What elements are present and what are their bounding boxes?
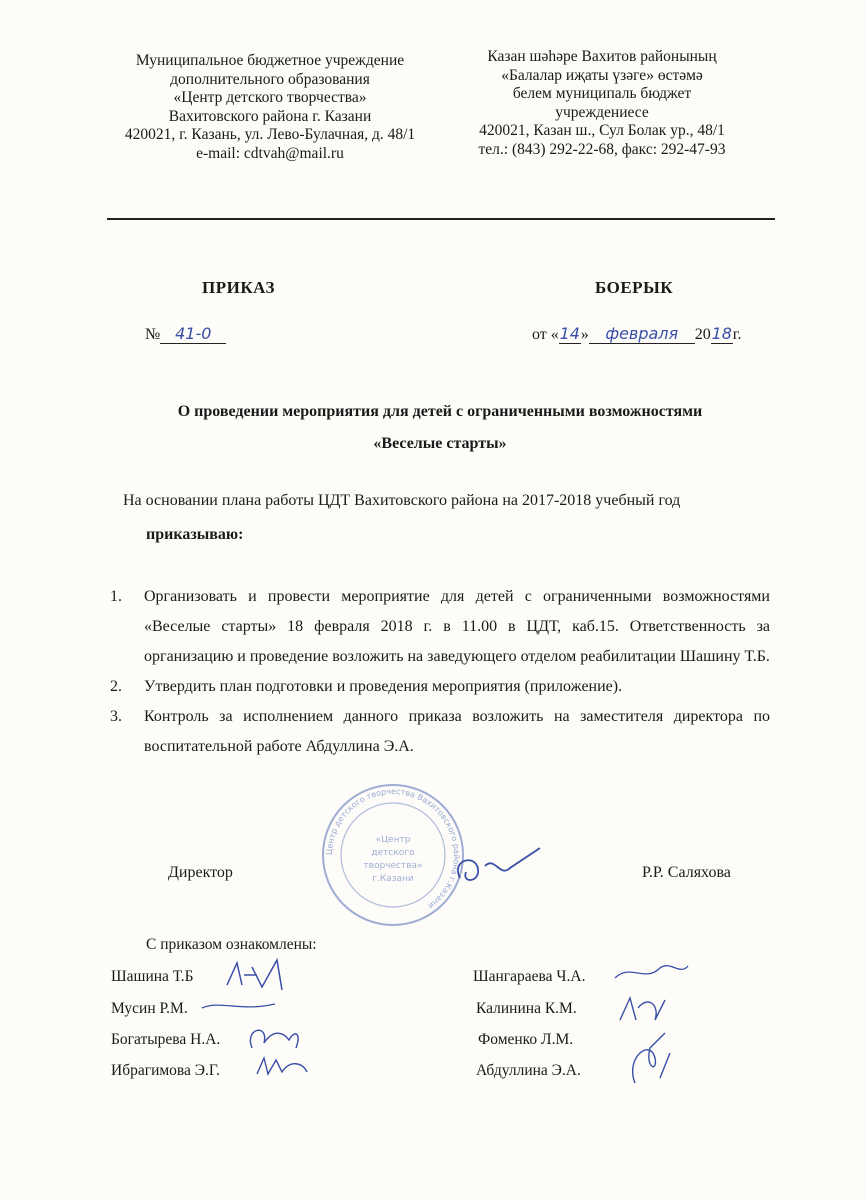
date-prefix: от «	[532, 326, 559, 343]
header-right	[452, 48, 752, 159]
header-left-line: Муниципальное бюджетное учреждение	[135, 52, 405, 69]
acquainted-left-name: Мусин Р.М.	[111, 1000, 188, 1017]
header-left	[100, 52, 440, 163]
date-year-prefix: 20	[694, 326, 711, 343]
basis-text: На основании плана работы ЦДТ Вахитовского района на 2017-2018 учебный год	[123, 492, 681, 509]
signature-ibragimova	[252, 1052, 312, 1082]
order-title-tt: БОЕРЫК	[595, 278, 674, 297]
item-number: 1.	[110, 588, 122, 605]
acquainted-right-name: Калинина К.М.	[476, 1000, 577, 1017]
header-right-line: тел.: (843) 292-22-68, факс: 292-47-93	[478, 140, 726, 158]
header-left-line: «Центр детского творчества»	[173, 89, 367, 106]
header-divider	[107, 218, 775, 220]
header-right-line: Казан шәһәре Вахитов районының	[487, 48, 717, 65]
list-item	[110, 702, 770, 762]
item-number: 2.	[110, 678, 122, 695]
svg-text:детского: детского	[371, 848, 415, 858]
acquainted-heading: С приказом ознакомлены:	[146, 936, 317, 953]
acquainted-right-name: Абдуллина Э.А.	[476, 1062, 581, 1079]
director-name: Р.Р. Саляхова	[642, 864, 731, 881]
item-number: 3.	[110, 708, 122, 725]
signature-abdullina	[620, 1028, 680, 1088]
signature-kalinina	[610, 990, 670, 1030]
date-mid: »	[580, 326, 589, 343]
date-month: февраля	[589, 324, 695, 344]
order-date	[532, 324, 742, 344]
item-text: Утвердить план подготовки и проведения мероприятия (приложение).	[144, 678, 623, 695]
header-right-line: белем муниципаль бюджет	[512, 85, 692, 102]
director-signature-image	[440, 838, 560, 898]
svg-text:творчества»: творчества»	[363, 861, 423, 871]
header-left-line: e-mail: cdtvah@mail.ru	[196, 144, 344, 162]
subject-line-1: О проведении мероприятия для детей с ограниченными возможностями	[177, 403, 703, 420]
svg-text:«Центр: «Центр	[375, 835, 411, 845]
number-value: 41-0	[160, 324, 226, 344]
signature-shashina	[222, 955, 302, 995]
order-word: приказываю:	[146, 526, 244, 543]
list-item	[110, 672, 770, 702]
director-title: Директор	[168, 864, 233, 881]
order-title-ru: ПРИКАЗ	[202, 278, 275, 297]
acquainted-left-name: Ибрагимова Э.Г.	[111, 1062, 220, 1079]
header-left-line: 420021, г. Казань, ул. Лево-Булачная, д. 48/1	[124, 126, 416, 143]
signature-musin	[200, 996, 280, 1016]
order-number	[145, 324, 226, 344]
number-prefix: №	[145, 326, 161, 343]
header-left-line: Вахитовского района г. Казани	[168, 107, 372, 125]
acquainted-right-name: Фоменко Л.М.	[478, 1031, 574, 1048]
order-items	[110, 582, 770, 762]
acquainted-left-name: Богатырева Н.А.	[111, 1031, 221, 1048]
acquainted-right-name: Шангараева Ч.А.	[473, 968, 586, 985]
svg-text:г.Казани: г.Казани	[372, 874, 414, 884]
subject-line-2: «Веселые старты»	[373, 435, 507, 452]
item-text: Контроль за исполнением данного приказа возложить на заместителя директора по воспитательной работе Абдуллина Э.А.	[144, 708, 770, 755]
header-left-line: дополнительного образования	[170, 70, 370, 88]
item-text: Организовать и провести мероприятие для детей с ограниченными возможностями «Веселые старты» 18 февраля 2018 г. в 11.00 в ЦДТ, каб.15. Ответственность за организацию и проведение возложить на заведующего отделом реабилитации Шашину Т.Б.	[144, 588, 770, 665]
subject	[110, 396, 770, 460]
date-day: 14	[559, 324, 580, 343]
list-item	[110, 582, 770, 672]
header-right-line: учреждениесе	[555, 103, 649, 121]
acquainted-left-name: Шашина Т.Б	[111, 968, 194, 985]
header-right-line: 420021, Казан ш., Сул Болак ур., 48/1	[479, 122, 725, 139]
stamp-ring-text: Центр детского творчества Вахитовского района г.Казани	[324, 786, 462, 911]
header-right-line: «Балалар иҗаты үзәге» өстәмә	[501, 66, 703, 84]
signature-shangaraeva	[610, 958, 690, 988]
date-year-suffix: 18	[711, 324, 732, 343]
date-end: г.	[732, 326, 742, 343]
